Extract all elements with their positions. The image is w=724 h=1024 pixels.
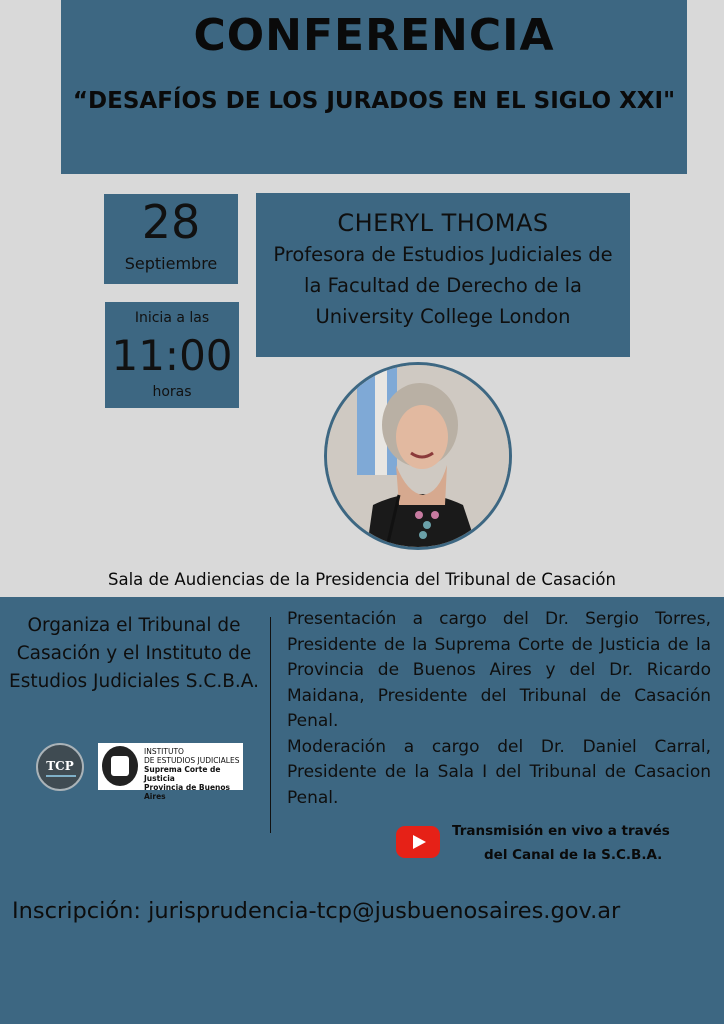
time-prefix: Inicia a las xyxy=(134,310,210,326)
tcp-logo-text: TCP xyxy=(46,759,74,773)
stream-line2: del Canal de la S.C.B.A. xyxy=(484,847,663,863)
presentation-text: Presentación a cargo del Dr. Sergio Torres, Presidente de la Suprema Corte de Justicia de la Provincia de Buenos Aires y del Dr. Ricardo Maidana, Presidente del Tribunal de Casación Penal. xyxy=(287,609,711,731)
seal-icon xyxy=(102,746,138,786)
tcp-logo xyxy=(36,743,84,791)
iej-line1: INSTITUTO xyxy=(144,747,184,756)
conference-subtitle: “DESAFÍOS DE LOS JURADOS EN EL SIGLO XXI" xyxy=(72,88,676,114)
speaker-role: Profesora de Estudios Judiciales de la Facultad de Derecho de la University College London xyxy=(273,243,613,328)
date-day: 28 xyxy=(141,195,201,249)
time-suffix: horas xyxy=(152,384,192,400)
youtube-icon[interactable] xyxy=(396,826,440,858)
iej-line2: DE ESTUDIOS JUDICIALES xyxy=(144,756,240,765)
time-value: 11:00 xyxy=(111,331,233,380)
iej-logo xyxy=(98,743,243,801)
presentation-block xyxy=(287,607,711,811)
title-banner xyxy=(61,0,687,174)
speaker-name: CHERYL THOMAS xyxy=(337,209,549,237)
stream-info xyxy=(452,819,702,867)
iej-line4: Provincia de Buenos Aires xyxy=(144,783,231,801)
iej-line3: Suprema Corte de Justicia xyxy=(144,765,221,783)
date-month: Septiembre xyxy=(124,254,218,273)
vertical-divider xyxy=(270,617,271,833)
time-box xyxy=(105,302,239,408)
stream-line1: Transmisión en vivo a través xyxy=(452,823,670,839)
moderation-text: Moderación a cargo del Dr. Daniel Carral, Presidente de la Sala I del Tribunal de Casacion Penal. xyxy=(287,736,711,808)
date-box xyxy=(104,194,238,284)
iej-logo-text xyxy=(144,747,243,801)
venue: Sala de Audiencias de la Presidencia del Tribunal de Casación xyxy=(108,570,616,589)
conference-title: CONFERENCIA xyxy=(193,10,555,61)
organizer-text: Organiza el Tribunal de Casación y el Instituto de Estudios Judiciales S.C.B.A. xyxy=(9,615,259,692)
inscription[interactable]: Inscripción: jurisprudencia-tcp@jusbuenosaires.gov.ar xyxy=(12,898,621,924)
speaker-box xyxy=(256,193,630,357)
speaker-photo xyxy=(324,362,512,550)
speaker-portrait-illustration xyxy=(327,365,509,547)
